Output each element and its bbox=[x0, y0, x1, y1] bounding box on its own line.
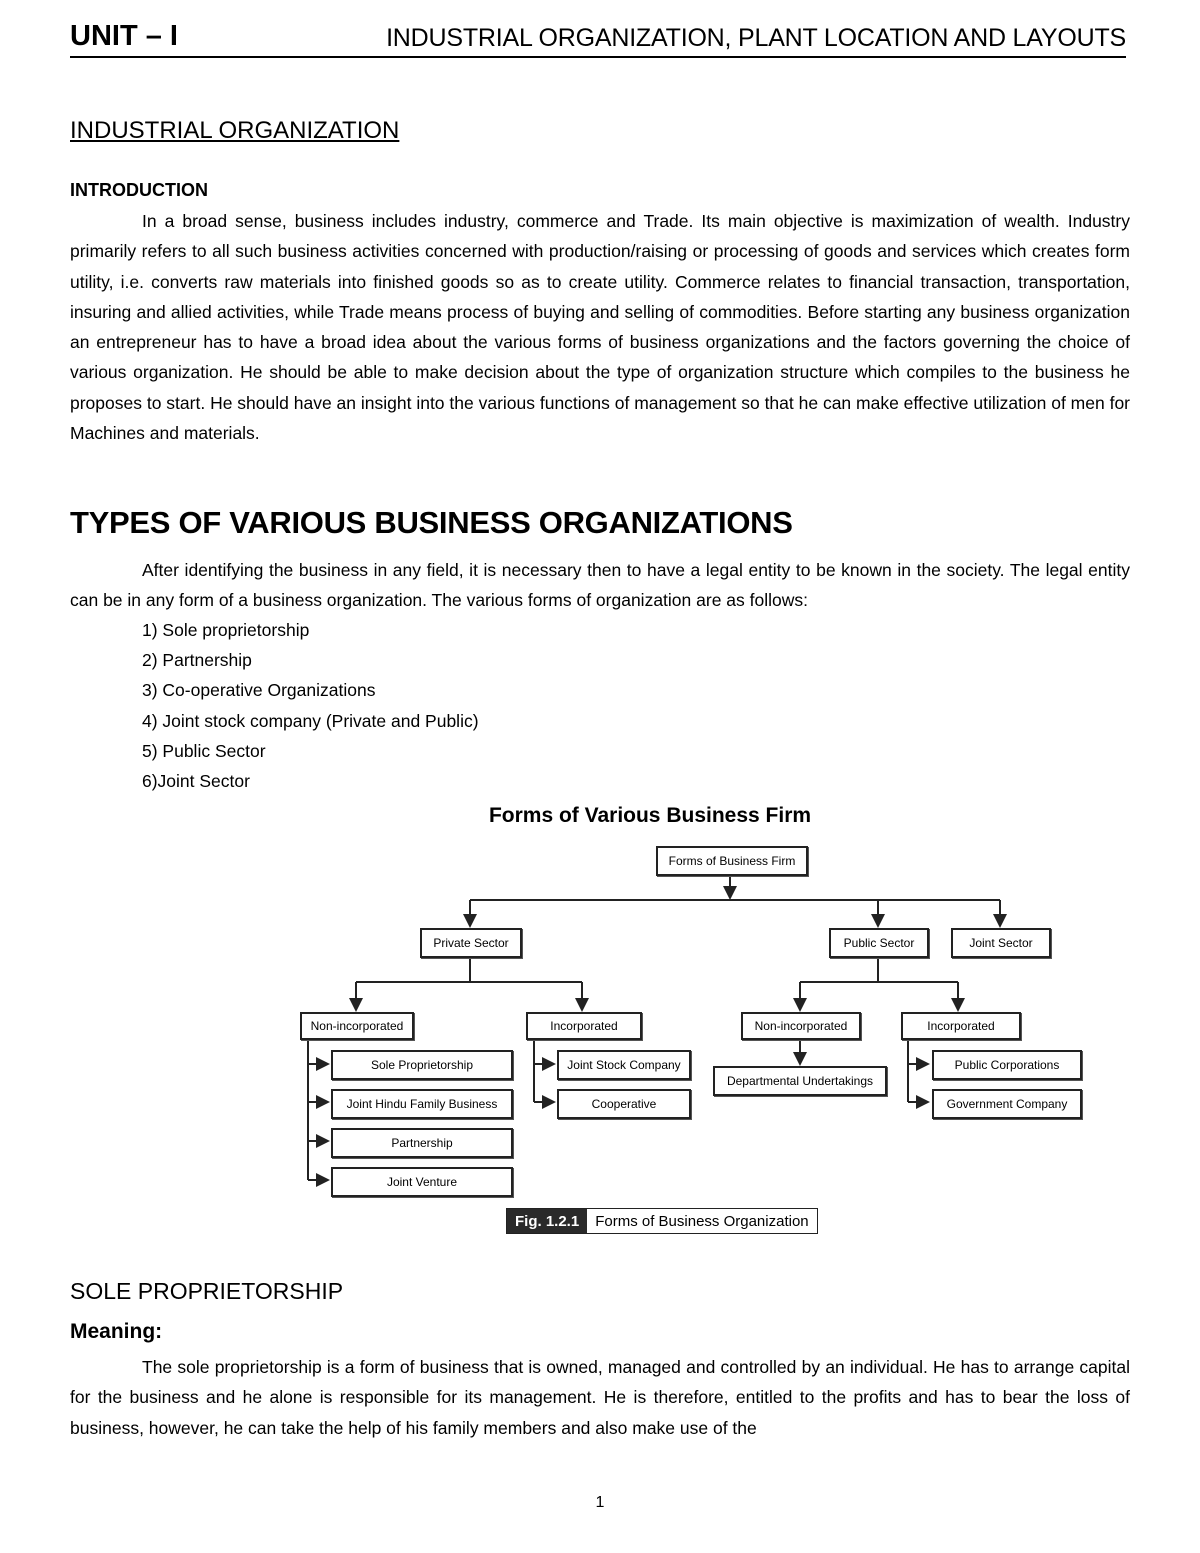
node-joint-stock-company: Joint Stock Company bbox=[557, 1050, 691, 1080]
meaning-heading: Meaning: bbox=[70, 1320, 163, 1343]
sole-proprietorship-heading: SOLE PROPRIETORSHIP bbox=[70, 1278, 344, 1304]
node-joint-sector: Joint Sector bbox=[951, 928, 1051, 958]
node-joint-hindu-family-business: Joint Hindu Family Business bbox=[331, 1089, 513, 1119]
node-forms-of-business-firm: Forms of Business Firm bbox=[656, 846, 808, 876]
sole-paragraph bbox=[70, 1352, 1130, 1443]
page-header bbox=[70, 20, 1126, 58]
figure-number: Fig. 1.2.1 bbox=[507, 1209, 587, 1233]
types-paragraph bbox=[70, 555, 1130, 616]
node-public-corporations: Public Corporations bbox=[932, 1050, 1082, 1080]
types-heading: TYPES OF VARIOUS BUSINESS ORGANIZATIONS bbox=[70, 505, 793, 540]
list-item: 6)Joint Sector bbox=[142, 771, 250, 792]
unit-label: UNIT – I bbox=[70, 20, 178, 52]
node-private-incorporated: Incorporated bbox=[526, 1012, 642, 1040]
business-forms-diagram bbox=[210, 800, 1110, 1240]
list-item: 2) Partnership bbox=[142, 650, 252, 671]
figure-title: Forms of Various Business Firm bbox=[488, 804, 812, 827]
intro-heading: INTRODUCTION bbox=[70, 180, 208, 200]
node-public-incorporated: Incorporated bbox=[901, 1012, 1021, 1040]
node-sole-proprietorship: Sole Proprietorship bbox=[331, 1050, 513, 1080]
node-joint-venture: Joint Venture bbox=[331, 1167, 513, 1197]
node-private-non-incorporated: Non-incorporated bbox=[300, 1012, 414, 1040]
node-departmental-undertakings: Departmental Undertakings bbox=[713, 1066, 887, 1096]
section-title: INDUSTRIAL ORGANIZATION bbox=[70, 117, 400, 144]
node-public-sector: Public Sector bbox=[829, 928, 929, 958]
node-partnership: Partnership bbox=[331, 1128, 513, 1158]
node-private-sector: Private Sector bbox=[420, 928, 522, 958]
list-item: 4) Joint stock company (Private and Public) bbox=[142, 710, 479, 731]
list-item: 1) Sole proprietorship bbox=[142, 620, 310, 640]
node-cooperative: Cooperative bbox=[557, 1089, 691, 1119]
organization-forms-list bbox=[142, 615, 479, 796]
unit-title: INDUSTRIAL ORGANIZATION, PLANT LOCATION AND LAYOUTS bbox=[386, 24, 1126, 52]
figure-caption bbox=[506, 1208, 818, 1234]
figure-caption-text: Forms of Business Organization bbox=[595, 1212, 809, 1230]
intro-text: In a broad sense, business includes industry, commerce and Trade. Its main objective is maximization of wealth. Industry primarily refers to all such business activities concerned with production/raising or processing of goods and services which creates form utility, i.e. converts raw materials into finished goods so as to create utility. Commerce relates to financial transaction, transportation, insuring and allied activities, while Trade means process of buying and selling of commodities. Before starting any business organization an entrepreneur has to have a broad idea about the various forms of business organizations and the factors governing the choice of various organization. He should be able to make decision about the type of organization structure which compiles to the business he proposes to start. He should have an insight into the various functions of management so that he can make effective utilization of men for Machines and materials. bbox=[70, 211, 1131, 444]
list-item: 3) Co-operative Organizations bbox=[142, 680, 376, 701]
node-government-company: Government Company bbox=[932, 1089, 1082, 1119]
list-item: 5) Public Sector bbox=[142, 740, 266, 761]
node-public-non-incorporated: Non-incorporated bbox=[741, 1012, 861, 1040]
types-text: After identifying the business in any field, it is necessary then to have a legal entity to be known in the society. The legal entity can be in any form of a business organization. The various forms of organization are as follows: bbox=[70, 560, 1130, 611]
sole-text: The sole proprietorship is a form of business that is owned, managed and controlled by an individual. He has to arrange capital for the business and he alone is responsible for its management. He is therefore, entitled to the profits and has to bear the loss of business, however, he can take the help of his family members and also make use of the bbox=[70, 1357, 1130, 1438]
page-number: 1 bbox=[595, 1494, 605, 1511]
intro-paragraph bbox=[70, 206, 1130, 448]
